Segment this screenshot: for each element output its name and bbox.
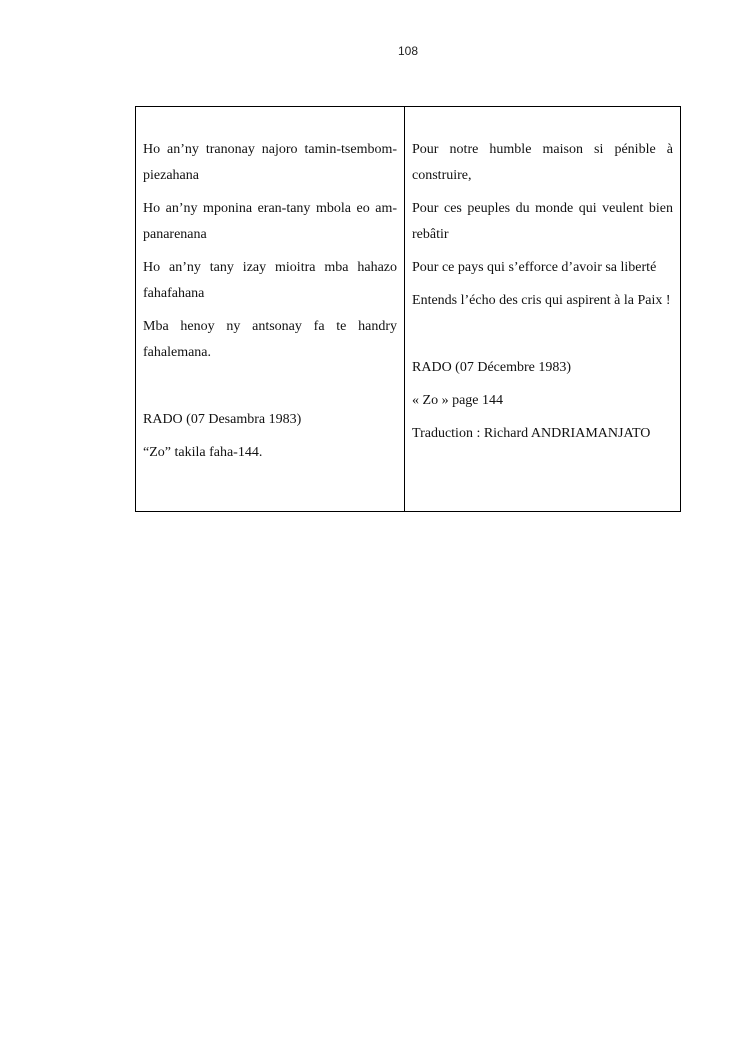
malagasy-verse-4: Mba henoy ny antsonay fa te handry fahalemana. — [143, 319, 398, 360]
spacer — [412, 321, 673, 355]
malagasy-verse-3: Ho an’ny tany izay mioitra mba hahazo fahafahana — [143, 260, 398, 301]
translator-credit: Traduction : Richard ANDRIAMANJATO — [412, 426, 651, 441]
french-verse-3: Pour ce pays qui s’efforce d’avoir sa liberté — [412, 260, 657, 275]
french-verse-1: Pour notre humble maison si pénible à construire, — [412, 142, 673, 183]
malagasy-source: “Zo” takila faha-144. — [143, 445, 263, 460]
malagasy-author: RADO (07 Desambra 1983) — [143, 412, 302, 427]
malagasy-column — [136, 107, 405, 511]
french-source: « Zo » page 144 — [412, 393, 503, 408]
malagasy-verse-1: Ho an’ny tranonay najoro tamin-tsembom-piezahana — [143, 142, 398, 183]
page-number: 108 — [397, 44, 419, 58]
french-verse-2: Pour ces peuples du monde qui veulent bien rebâtir — [412, 201, 673, 242]
french-verse-4: Entends l’écho des cris qui aspirent à la Paix ! — [412, 293, 671, 308]
malagasy-verse-2: Ho an’ny mponina eran-tany mbola eo am-panarenana — [143, 201, 398, 242]
french-author: RADO (07 Décembre 1983) — [412, 360, 572, 375]
french-column — [405, 107, 680, 511]
poem-table — [135, 106, 681, 512]
spacer — [143, 373, 397, 407]
